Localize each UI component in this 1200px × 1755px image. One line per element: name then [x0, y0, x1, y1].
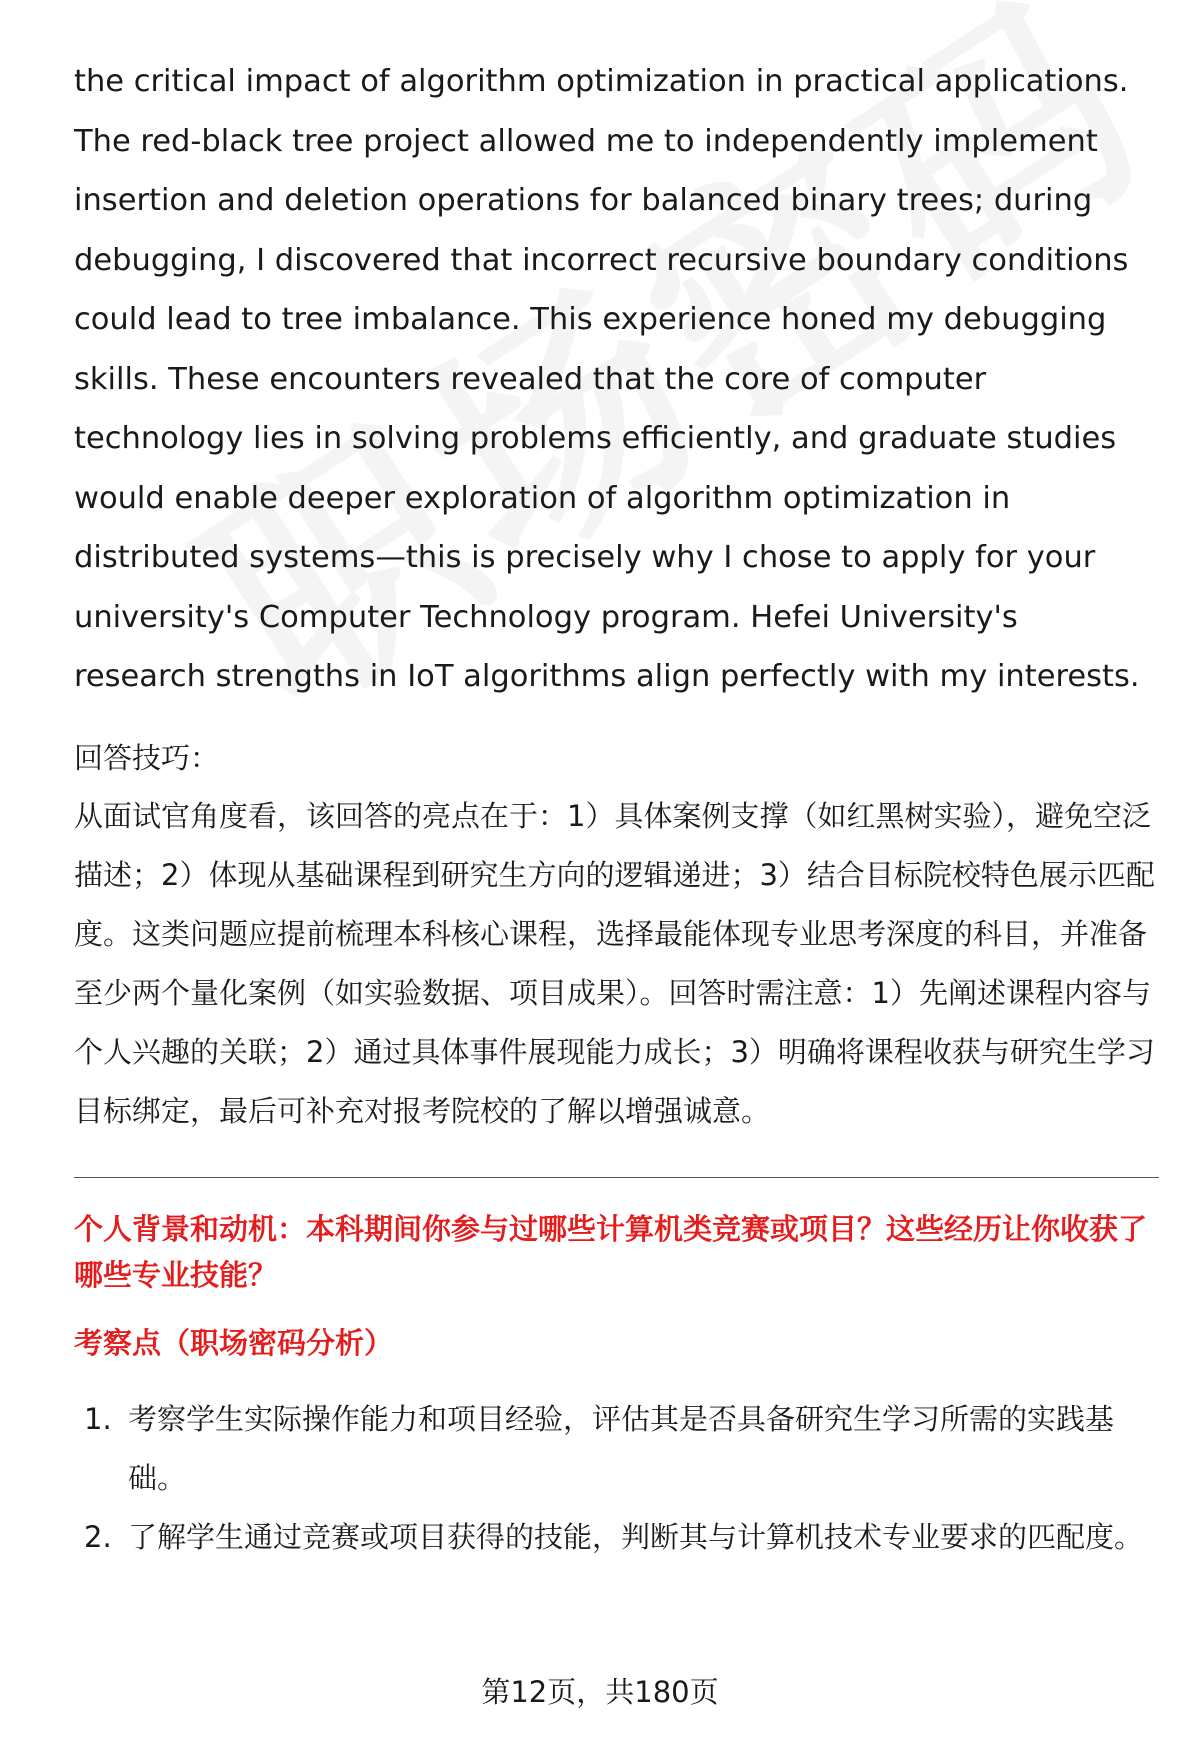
page-number: 第12页，共180页 [481, 1675, 719, 1709]
exam-points-heading: 考察点（职场密码分析） [74, 1325, 394, 1360]
answer-paragraph: the critical impact of algorithm optimization in practical applications. The red-black tree project allowed me to independently implement insertion and deletion operations for balanced binary trees; during debugging, I discovered that incorrect recursive boundary conditions could lead to tree imbalance. This experience honed my debugging skills. These encounters revealed that the core of computer technology lies in solving problems efficiently, and graduate studies would enable deeper exploration of algorithm optimization in distributed systems—this is precisely why I chose to apply for your university's Computer Technology program. Hefei University's research strengths in IoT algorithms align perfectly with my interests. [74, 64, 1140, 694]
list-item [74, 1390, 1159, 1508]
list-item [74, 1508, 1159, 1567]
tips-title: 回答技巧： [74, 740, 220, 775]
page-content [74, 52, 1159, 1567]
section-divider [74, 1177, 1159, 1178]
list-item-text: 考察学生实际操作能力和项目经验，评估其是否具备研究生学习所需的实践基础。 [128, 1401, 1115, 1495]
list-item-number: 1. [84, 1401, 112, 1436]
list-item-text: 了解学生通过竞赛或项目获得的技能，判断其与计算机技术专业要求的匹配度。 [128, 1519, 1144, 1554]
list-item-number: 2. [84, 1519, 112, 1554]
exam-points-list [74, 1390, 1159, 1567]
question-heading: 个人背景和动机：本科期间你参与过哪些计算机类竞赛或项目？这些经历让你收获了哪些专业技能？ [74, 1211, 1148, 1292]
tips-body: 从面试官角度看，该回答的亮点在于：1）具体案例支撑（如红黑树实验），避免空泛描述；2）体现从基础课程到研究生方向的逻辑递进；3）结合目标院校特色展示匹配度。这类问题应提前梳理本科核心课程，选择最能体现专业思考深度的科目，并准备至少两个量化案例（如实验数据、项目成果）。回答时需注意：1）先阐述课程内容与个人兴趣的关联；2）通过具体事件展现能力成长；3）明确将课程收获与研究生学习目标绑定，最后可补充对报考院校的了解以增强诚意。 [74, 798, 1155, 1128]
